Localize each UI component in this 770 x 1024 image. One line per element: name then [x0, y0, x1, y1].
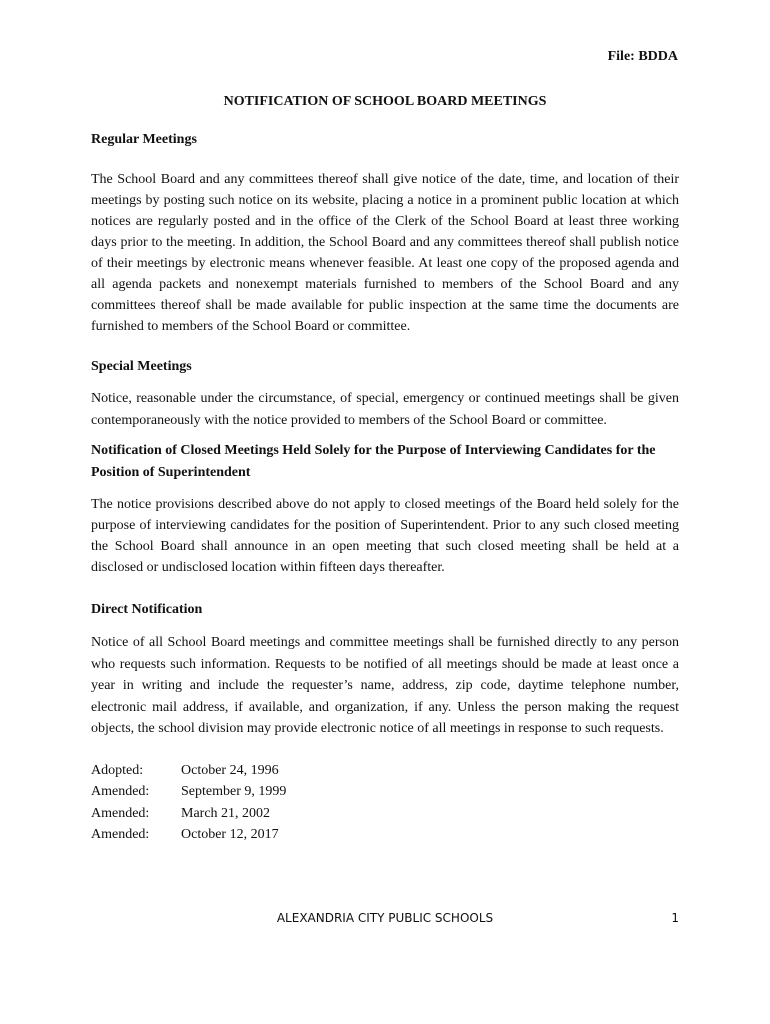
page-footer: [0, 911, 770, 931]
history-label: Adopted:: [91, 762, 144, 778]
section-heading-special-meetings: Special Meetings: [91, 359, 192, 374]
section-heading-direct-notification: Direct Notification: [91, 602, 203, 617]
section-text-closed-meetings: The notice provisions described above do not apply to closed meetings of the Board held solely for the purpose of interviewing candidates for the position of Superintendent. Prior to any such closed meeting the School Board shall announce in an open meeting that such closed meeting shall be held at a disclosed or undisclosed location within fifteen days thereafter.: [91, 497, 679, 575]
adoption-history: [91, 760, 679, 846]
section-heading-regular-meetings: Regular Meetings: [91, 132, 197, 147]
footer-organization: ALEXANDRIA CITY PUBLIC SCHOOLS: [276, 911, 494, 925]
history-date: October 12, 2017: [181, 827, 279, 843]
history-label: Amended:: [91, 827, 150, 843]
document-body: [91, 129, 679, 846]
file-reference: File: BDDA: [607, 49, 678, 64]
section-text-regular-meetings: The School Board and any committees thereof shall give notice of the date, time, and location of their meetings by posting such notice on its website, placing a notice in a prominent public location at which notices are regularly posted and in the office of the Clerk of the School Board at least three working days prior to the meeting. In addition, the School Board and any committees thereof shall publish notice of their meetings by electronic means whenever feasible. At least one copy of the proposed agenda and all agenda packets and nonexempt materials furnished to members of the School Board and any committees thereof shall be made available for public inspection at the same time the documents are furnished to members of the School Board or committee.: [91, 172, 679, 334]
history-date: March 21, 2002: [181, 805, 271, 821]
page-number: 1: [671, 911, 679, 925]
section-heading-closed-meetings: Notification of Closed Meetings Held Solely for the Purpose of Interviewing Candidates for the Position of Superintendent: [91, 443, 656, 480]
history-date: October 24, 1996: [181, 762, 279, 778]
section-text-direct-notification: Notice of all School Board meetings and committee meetings shall be furnished directly to any person who requests such information. Requests to be notified of all meetings should be made at least once a year in writing and include the requester’s name, address, zip code, daytime telephone number, electronic mail address, if available, and organization, if any. Unless the person making the request objects, the school division may provide electronic notice of all meetings in response to such requests.: [91, 635, 679, 736]
history-label: Amended:: [91, 784, 150, 800]
history-date: September 9, 1999: [181, 784, 287, 800]
document-title: NOTIFICATION OF SCHOOL BOARD MEETINGS: [223, 94, 547, 109]
history-label: Amended:: [91, 805, 150, 821]
section-text-special-meetings: Notice, reasonable under the circumstance, of special, emergency or continued meetings shall be given contemporaneously with the notice provided to members of the School Board or committee.: [91, 391, 679, 428]
